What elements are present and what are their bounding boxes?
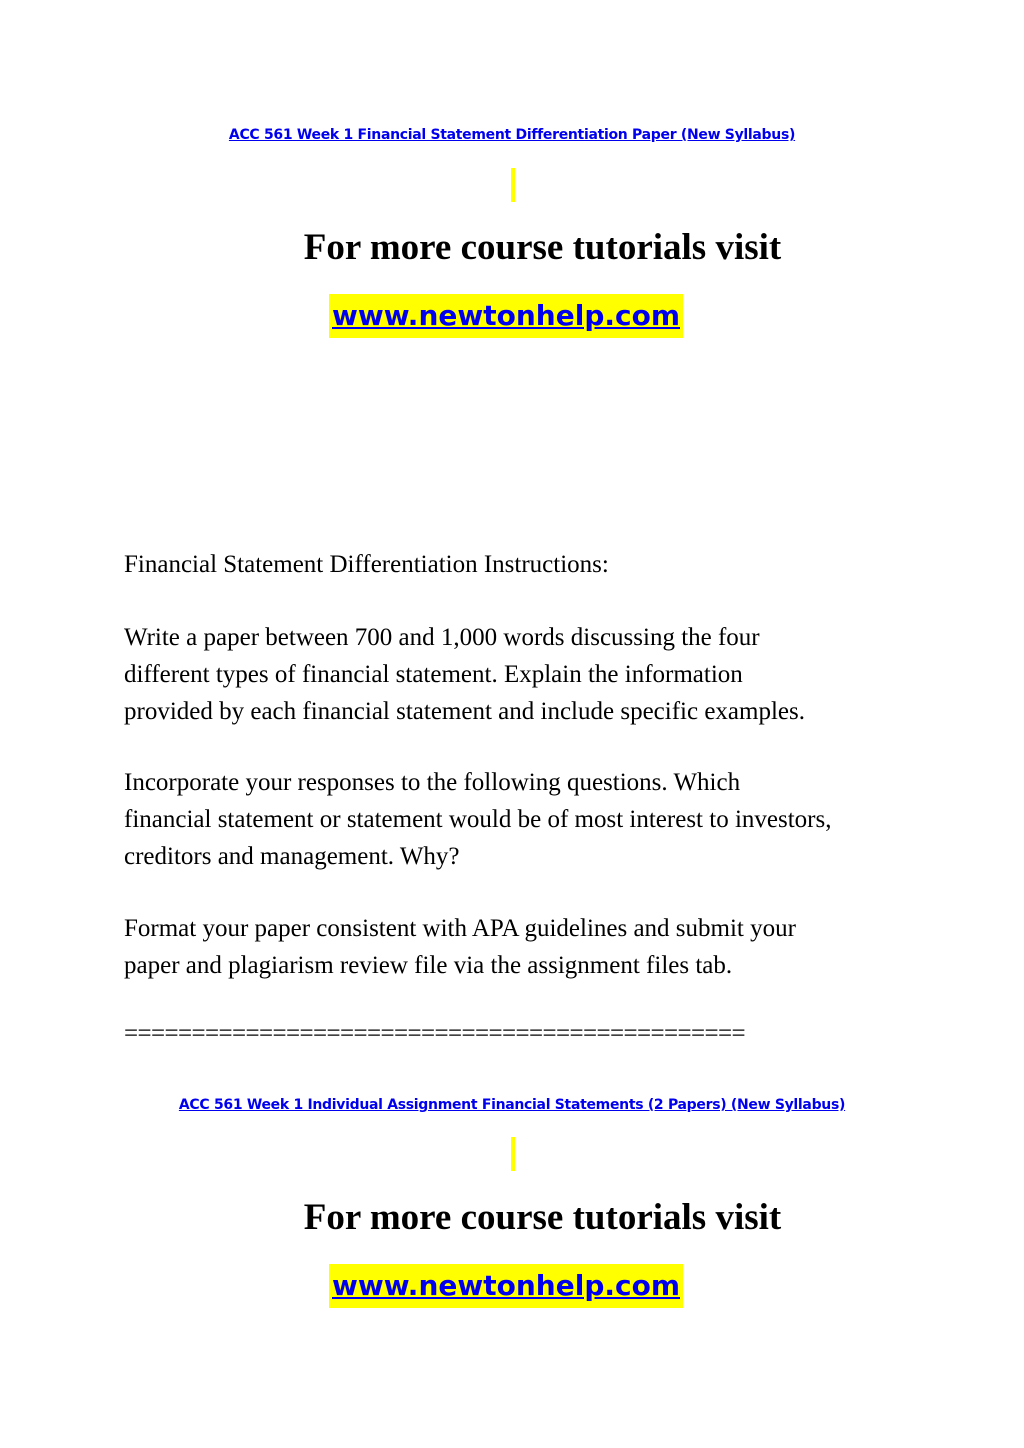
paragraph-line: paper and plagiarism review file via the assignment files tab. [124, 952, 733, 979]
instructions-paragraph-1 [124, 619, 924, 730]
paragraph-line: Format your paper consistent with APA guidelines and submit your [124, 915, 796, 942]
paragraph-line: Incorporate your responses to the following questions. Which [124, 769, 741, 796]
newtonhelp-link[interactable]: www.newtonhelp.com [329, 1264, 683, 1308]
newtonhelp-link[interactable]: www.newtonhelp.com [329, 294, 683, 338]
tutorials-heading: For more course tutorials visit [303, 1197, 782, 1238]
highlight-cursor-bar [511, 168, 515, 202]
tutorials-heading: For more course tutorials visit [303, 227, 782, 268]
instructions-paragraph-3 [124, 910, 924, 984]
highlight-cursor-bar [511, 1137, 515, 1171]
separator-line: ============================================== [124, 1020, 745, 1047]
instructions-title: Financial Statement Differentiation Instructions: [124, 551, 609, 578]
course-link-individual-assignment-financial-statements[interactable]: ACC 561 Week 1 Individual Assignment Financial Statements (2 Papers) (New Syllabus) [178, 1097, 846, 1113]
paragraph-line: creditors and management. Why? [124, 843, 460, 870]
paragraph-line: Write a paper between 700 and 1,000 words discussing the four [124, 624, 760, 651]
instructions-paragraph-2 [124, 764, 924, 875]
course-link-financial-statement-differentiation[interactable]: ACC 561 Week 1 Financial Statement Differentiation Paper (New Syllabus) [228, 127, 796, 143]
paragraph-line: provided by each financial statement and include specific examples. [124, 698, 805, 725]
paragraph-line: financial statement or statement would be of most interest to investors, [124, 806, 832, 833]
paragraph-line: different types of financial statement. Explain the information [124, 661, 743, 688]
